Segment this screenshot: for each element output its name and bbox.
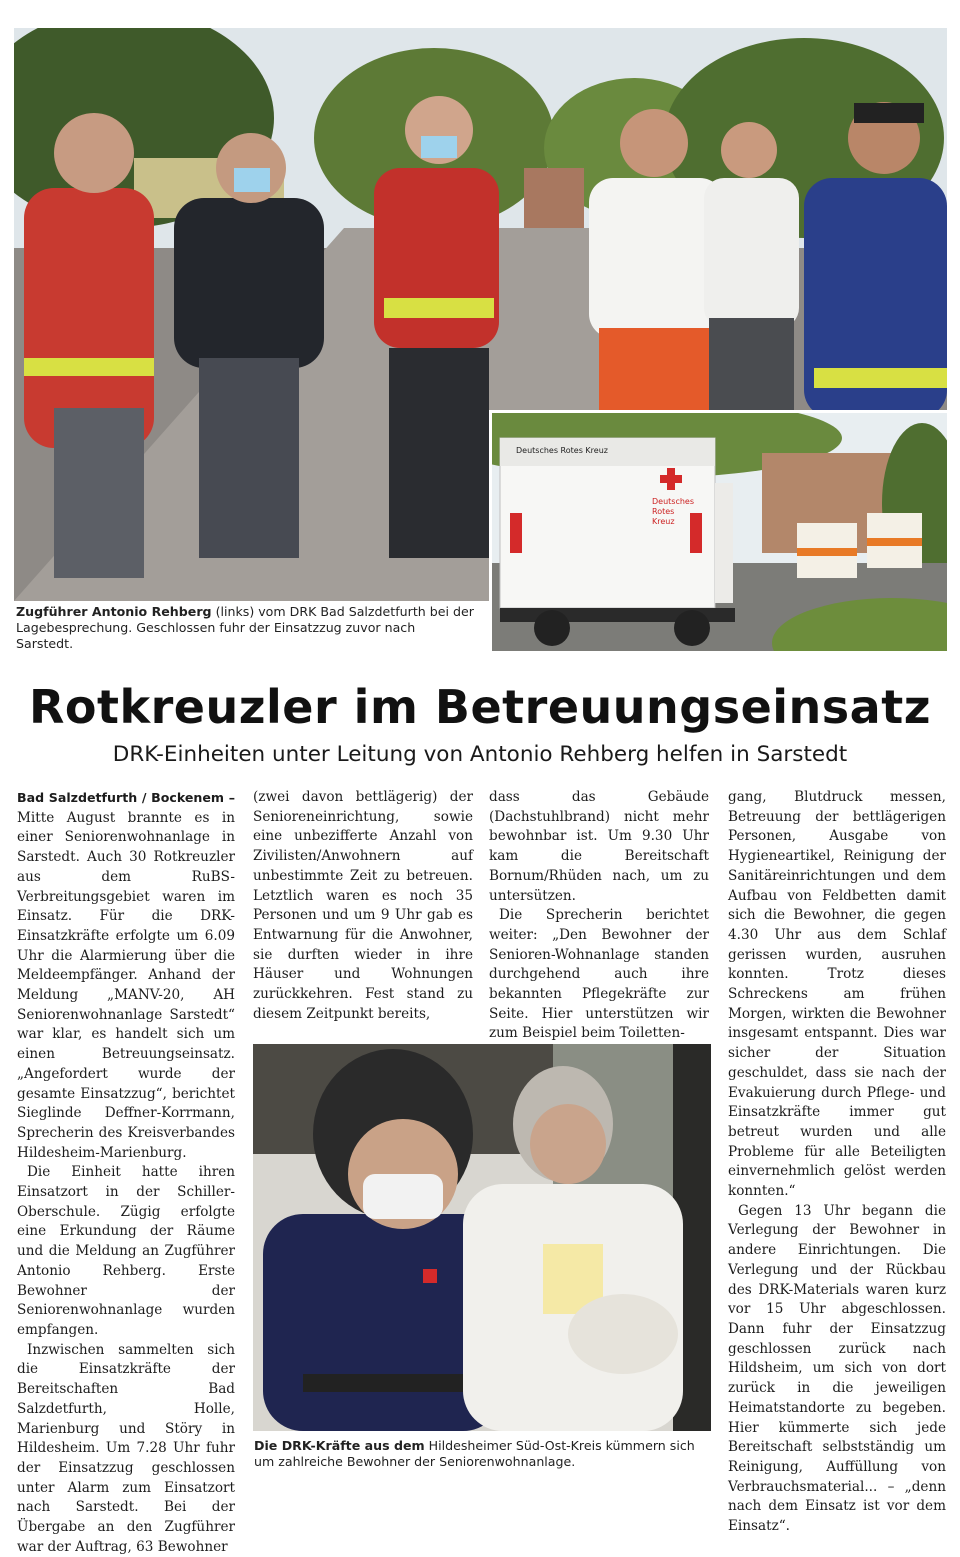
paragraph: Bad Salzdetfurth / Bockenem – Mitte August brannte es in einer Seniorenwohnanlage in Sarstedt. Auch 30 Rotkreuzler aus dem RuBS-Verbreitungsgebiet waren im Einsatz. Für die DRK-Einsatzkräfte erfolgte um 6.09 Uhr die Alarmierung über die Meldeempfänger. Anhand der Meldung „MANV-20, AH Seniorenwohnanlage Sarstedt“ war klar, es handelt sich um einen Betreuungseinsatz. „Angefordert wurde der gesamte Einsatzzug“, berichtet Sieglinde Deffner-Korrmann, Sprecherin des Kreisverbandes Hildesheim-Marienburg.: [17, 790, 235, 1161]
article-column-3: [489, 788, 709, 1044]
truck-side-line: Kreuz: [652, 517, 675, 526]
headline: Rotkreuzler im Betreuungseinsatz: [29, 680, 931, 734]
bottom-photo: [253, 1044, 711, 1431]
top-photo-caption: [16, 604, 476, 652]
paragraph: (zwei davon bettlägerig) der Senioreneinrichtung, sowie eine unbezifferte Anzahl von Zivilisten/Anwohnern auf unbestimmte Zeit zu betreuen. Letztlich waren es noch 35 Personen und um 9 Uhr gab es Entwarnung für die Anwohner, sie durften wieder in ihre Häuser und Wohnungen zurückkehren. Fest stand zu diesem Zeitpunkt bereits,: [253, 789, 473, 1022]
caption-bold: Die DRK-Kräfte aus dem: [254, 1438, 425, 1453]
caption-text: Hildesheimer Süd-Ost-Kreis kümmern sich um zahlreiche Bewohner der Seniorenwohnanlage.: [254, 1438, 695, 1469]
truck-side-text: [652, 497, 694, 527]
subheadline: DRK-Einheiten unter Leitung von Antonio Rehberg helfen in Sarstedt: [112, 742, 848, 767]
article-column-4: [728, 788, 946, 1537]
truck-sign: Deutsches Rotes Kreuz: [516, 446, 608, 455]
paragraph: Inzwischen sammelten sich die Einsatzkräfte der Bereitschaften Bad Salzdetfurth, Holle, Marienburg und Störy in Hildesheim. Um 7.28 Uhr fuhr der Einsatzzug geschlossen unter Alarm zum Einsatzort nach Sarstedt. Bei der Übergabe an den Zugführer war der Auftrag, 63 Bewohner: [17, 1341, 235, 1555]
article-column-1: [17, 788, 235, 1555]
truck-photo: [492, 413, 947, 651]
dateline: Bad Salzdetfurth / Bockenem –: [17, 790, 235, 805]
paragraph: gang, Blutdruck messen, Betreuung der bettlägerigen Personen, Ausgabe von Hygieneartikel, Reinigung der Sanitäreinrichtungen und dem Aufbau von Feldbetten damit sich die Bewohner, die gegen 4.30 Uhr aus dem Schlaf gerissen wurden, ausruhen konnten. Trotz dieses Schreckens am frühen Morgen, wirkten die Bewohner insgesamt entspannt. Dies war sicher der Situation geschuldet, dass sie nach der Evakuierung durch Pflege- und Einsatzkräfte immer gut betreut wurden und alle Probleme für alle Beteiligten einvernehmlich gelöst werden konnten.“: [728, 789, 946, 1200]
article-column-2: [253, 788, 473, 1024]
paragraph: dass das Gebäude (Dachstuhlbrand) nicht mehr bewohnbar ist. Um 9.30 Uhr kam die Bereitschaft Bornum/Rhüden nach, um zu untersützen.: [489, 789, 709, 904]
paragraph: Die Einheit hatte ihren Einsatzort in der Schiller-Oberschule. Zügig erfolgte eine Erkundung der Räume und die Meldung an Zugführer Antonio Rehberg. Erste Bewohner der Seniorenwohnanlage wurden empfangen.: [17, 1164, 235, 1338]
caption-bold: Zugführer Antonio Rehberg: [16, 604, 212, 619]
truck-side-line: Rotes: [652, 507, 675, 516]
paragraph: Die Sprecherin berichtet weiter: „Den Bewohner der Senioren-Wohnanlage standen durchgehend auch ihre bekannten Pflegekräfte zur Seite. Hier unterstützen wir zum Beispiel beim Toiletten-: [489, 907, 709, 1042]
truck-side-line: Deutsches: [652, 497, 695, 506]
paragraph: Gegen 13 Uhr begann die Verlegung der Bewohner in andere Einrichtungen. Die Verlegung und der Rückbau des DRK-Materials waren kurz vor 15 Uhr abgeschlossen. Dann fuhr der Einsatzzug geschlossen zurück nach Hildsheim, um sich von dort zurück in die jeweiligen Heimatstandorte zu begeben. Hier kümmerte sich jede Bereitschaft selbstständig um Reinigung, Auffüllung von Verbrauchsmaterial... – „denn nach dem Einsatz ist vor dem Einsatz“.: [728, 1202, 946, 1535]
caption-text: (links) vom DRK Bad Salzdetfurth bei der Lagebesprechung. Geschlossen fuhr der Einsatzzug zuvor nach Sarstedt.: [16, 604, 474, 651]
bottom-photo-caption: [254, 1438, 714, 1470]
